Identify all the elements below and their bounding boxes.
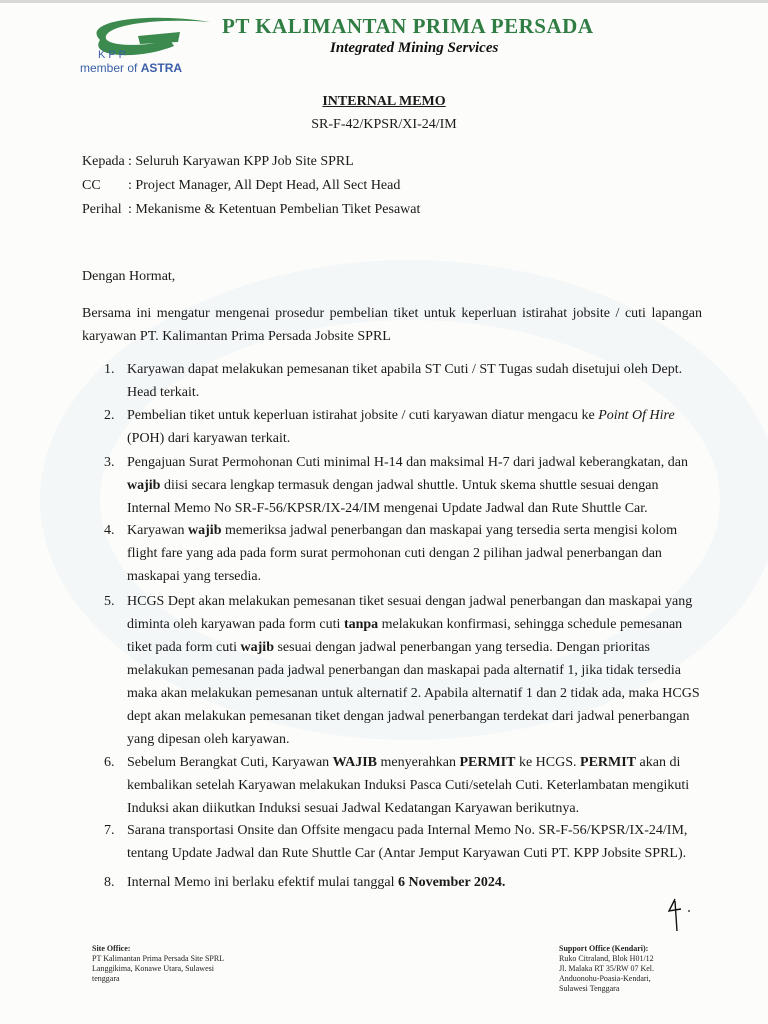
signature-mark-icon (655, 895, 695, 935)
company-name: PT KALIMANTAN PRIMA PERSADA (222, 14, 594, 38)
greeting: Dengan Hormat, (82, 269, 176, 284)
footer-site-office: Site Office: PT Kalimantan Prima Persada Site SPRL Langgikima, Konawe Utara, Sulawesi tenggara (92, 944, 225, 983)
top-edge-line (0, 0, 768, 3)
intro-paragraph: Bersama ini mengatur mengenai prosedur pembelian tiket untuk keperluan istirahat jobsite / cuti lapangan karyawan PT. Kalimantan Prima Persada Jobsite SPRL (82, 306, 702, 344)
logo-caption (80, 50, 182, 74)
company-tagline: Integrated Mining Services (330, 40, 499, 56)
footer-support-office: Support Office (Kendari): Ruko Citraland, Blok H01/12 Jl. Malaka RT 35/RW 07 Kel. Anduonohu-Poasia-Kendari, Sulawesi Tenggara (559, 944, 654, 993)
memo-number: SR-F-42/KPSR/XI-24/IM (311, 117, 457, 132)
member-prefix: member of (80, 60, 141, 75)
addressing-perihal: Perihal : Mekanisme & Ketentuan Pembelian Tiket Pesawat (82, 202, 421, 217)
member-of-astra (80, 62, 182, 75)
astra-brand: ASTRA (140, 60, 183, 75)
memo-title: INTERNAL MEMO (322, 94, 446, 109)
addressing-kepada: Kepada : Seluruh Karyawan KPP Job Site SPRL (82, 154, 354, 169)
addressing-cc: CC : Project Manager, All Dept Head, All Sect Head (82, 178, 401, 193)
logo-kpp-text: KPP (98, 49, 130, 61)
